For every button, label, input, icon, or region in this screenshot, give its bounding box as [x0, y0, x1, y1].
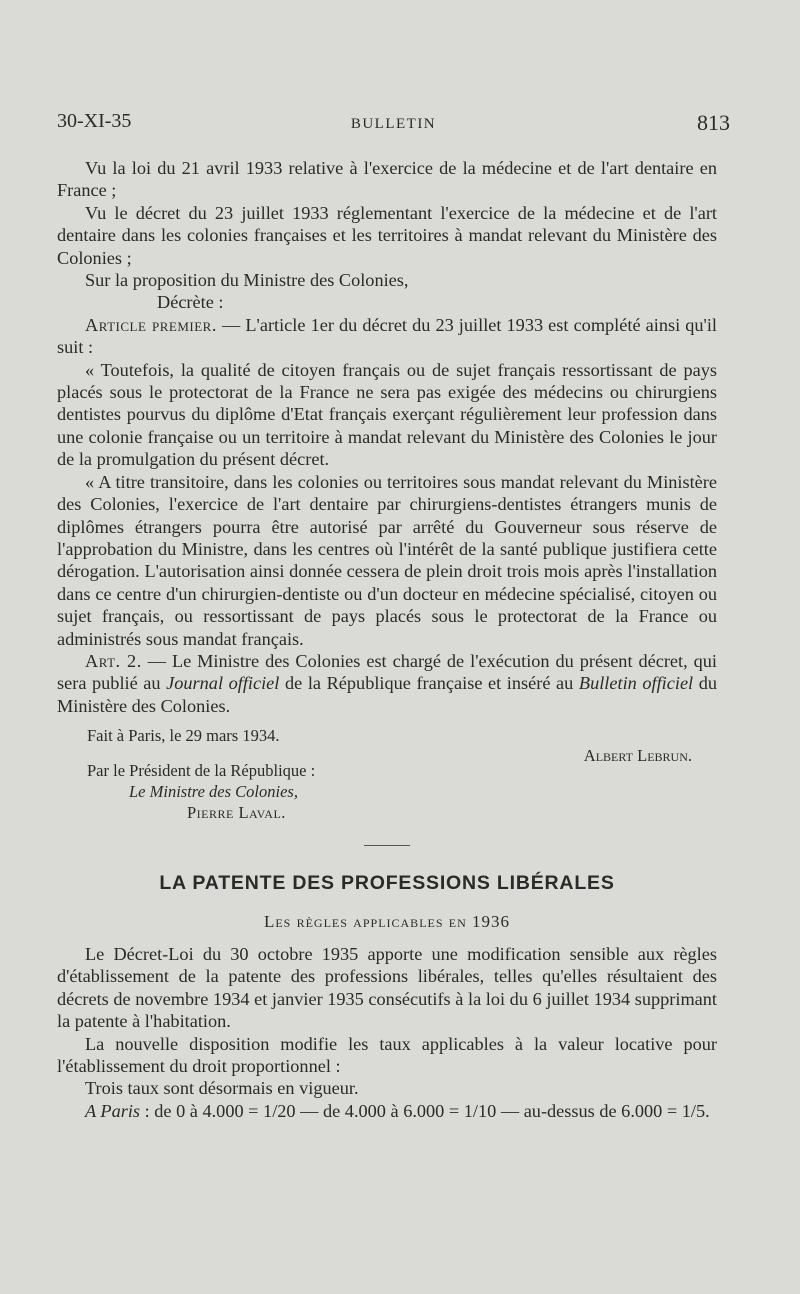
section-paragraph-4 — [57, 1100, 717, 1122]
signature-block — [57, 725, 717, 823]
paris-rates: : de 0 à 4.000 = 1/20 — de 4.000 à 6.000 = 1/10 — au-dessus de 6.000 = 1/5. — [140, 1100, 710, 1121]
decree-paragraph-1: Vu la loi du 21 avril 1933 relative à l'exercice de la médecine et de l'art dentaire en France ; — [57, 158, 717, 201]
running-header — [57, 110, 730, 140]
article-2-text-a: — Le Ministre des Colonies est chargé de l'exécution du présent décret, qui sera publié au — [57, 650, 717, 694]
signature-by: Par le Président de la République : — [87, 761, 316, 781]
section-paragraph-2: La nouvelle disposition modifie les taux applicables à la valeur locative pour l'établissement du droit proportionnel : — [57, 1033, 717, 1076]
decree-paragraph-2: Vu le décret du 23 juillet 1933 réglementant l'exercice de la médecine et de l'art dentaire dans les colonies françaises et les territoires à mandat relevant du Ministère des Colonies ; — [57, 202, 717, 268]
president-signature: Albert Lebrun. — [583, 746, 692, 766]
section-divider — [364, 845, 410, 846]
section-paragraph-3: Trois taux sont désormais en vigueur. — [85, 1078, 359, 1099]
minister-role: Le Ministre des Colonies, — [129, 782, 298, 802]
header-date: 30-XI-35 — [57, 110, 132, 132]
page-number: 813 — [697, 110, 730, 135]
journal-officiel: Journal officiel — [166, 673, 280, 694]
article-1-quote-2: « A titre transitoire, dans les colonies ou territoires sous mandat relevant du Ministère des Colonies, l'exercice de l'art dentaire par chirurgiens-dentistes étrangers munis de diplômes étrangers pourra être autorisé par arrêté du Gouverneur sous réserve de l'approbation du Ministre, dans les centres où l'intérêt de la santé publique justifiera cette dérogation. L'autorisation ainsi donnée cessera de plein droit trois mois après l'installation dans ce centre d'un chirurgien-dentiste ou d'un docteur en médecine spécialisé, citoyen ou sujet français, ou ressortissant de pays placés sous le protectorat de la France ou administrés sous mandat français. — [57, 471, 717, 649]
decree-heading: Décrète : — [157, 292, 224, 313]
article-1-quote-1: « Toutefois, la qualité de citoyen français ou de sujet français ressortissant de pays placés sous le protectorat de la France ne sera pas exigée des médecins ou chirurgiens dentistes pourvus du diplôme d'Etat français exerçant régulièrement leur profession dans une colonie française ou un territoire à mandat relevant du Ministère des Colonies le jour de la promulgation du présent décret. — [57, 359, 717, 470]
section-paragraph-1: Le Décret-Loi du 30 octobre 1935 apporte une modification sensible aux règles d'établissement de la patente des professions libérales, telles qu'elles résultaient des décrets de novembre 1934 et janvier 1935 consécutifs à la loi du 6 juillet 1934 supprimant la patente à l'habitation. — [57, 943, 717, 1032]
place-date: Fait à Paris, le 29 mars 1934. — [87, 726, 280, 746]
article-2-label: Art. 2. — [85, 650, 142, 671]
article-1-label: Article premier. — [85, 314, 217, 335]
article-1 — [57, 314, 717, 359]
minister-name: Pierre Laval. — [187, 803, 286, 823]
article-2-text-c: du Ministère des Colonies. — [57, 673, 718, 716]
bulletin-officiel: Bulletin officiel — [578, 673, 694, 694]
article-2 — [57, 650, 717, 717]
paris-label: A Paris — [85, 1100, 141, 1121]
decree-paragraph-3: Sur la proposition du Ministre des Colonies, — [85, 270, 409, 291]
page-body — [57, 157, 717, 1122]
section-title: LA PATENTE DES PROFESSIONS LIBÉRALES — [159, 872, 615, 895]
header-title: BULLETIN — [350, 116, 437, 132]
article-2-text-b: de la République française et inséré au — [279, 673, 579, 694]
section-subtitle: Les règles applicables en 1936 — [263, 911, 511, 931]
article-1-text: — L'article 1er du décret du 23 juillet 1933 est complété ainsi qu'il suit : — [57, 314, 717, 358]
